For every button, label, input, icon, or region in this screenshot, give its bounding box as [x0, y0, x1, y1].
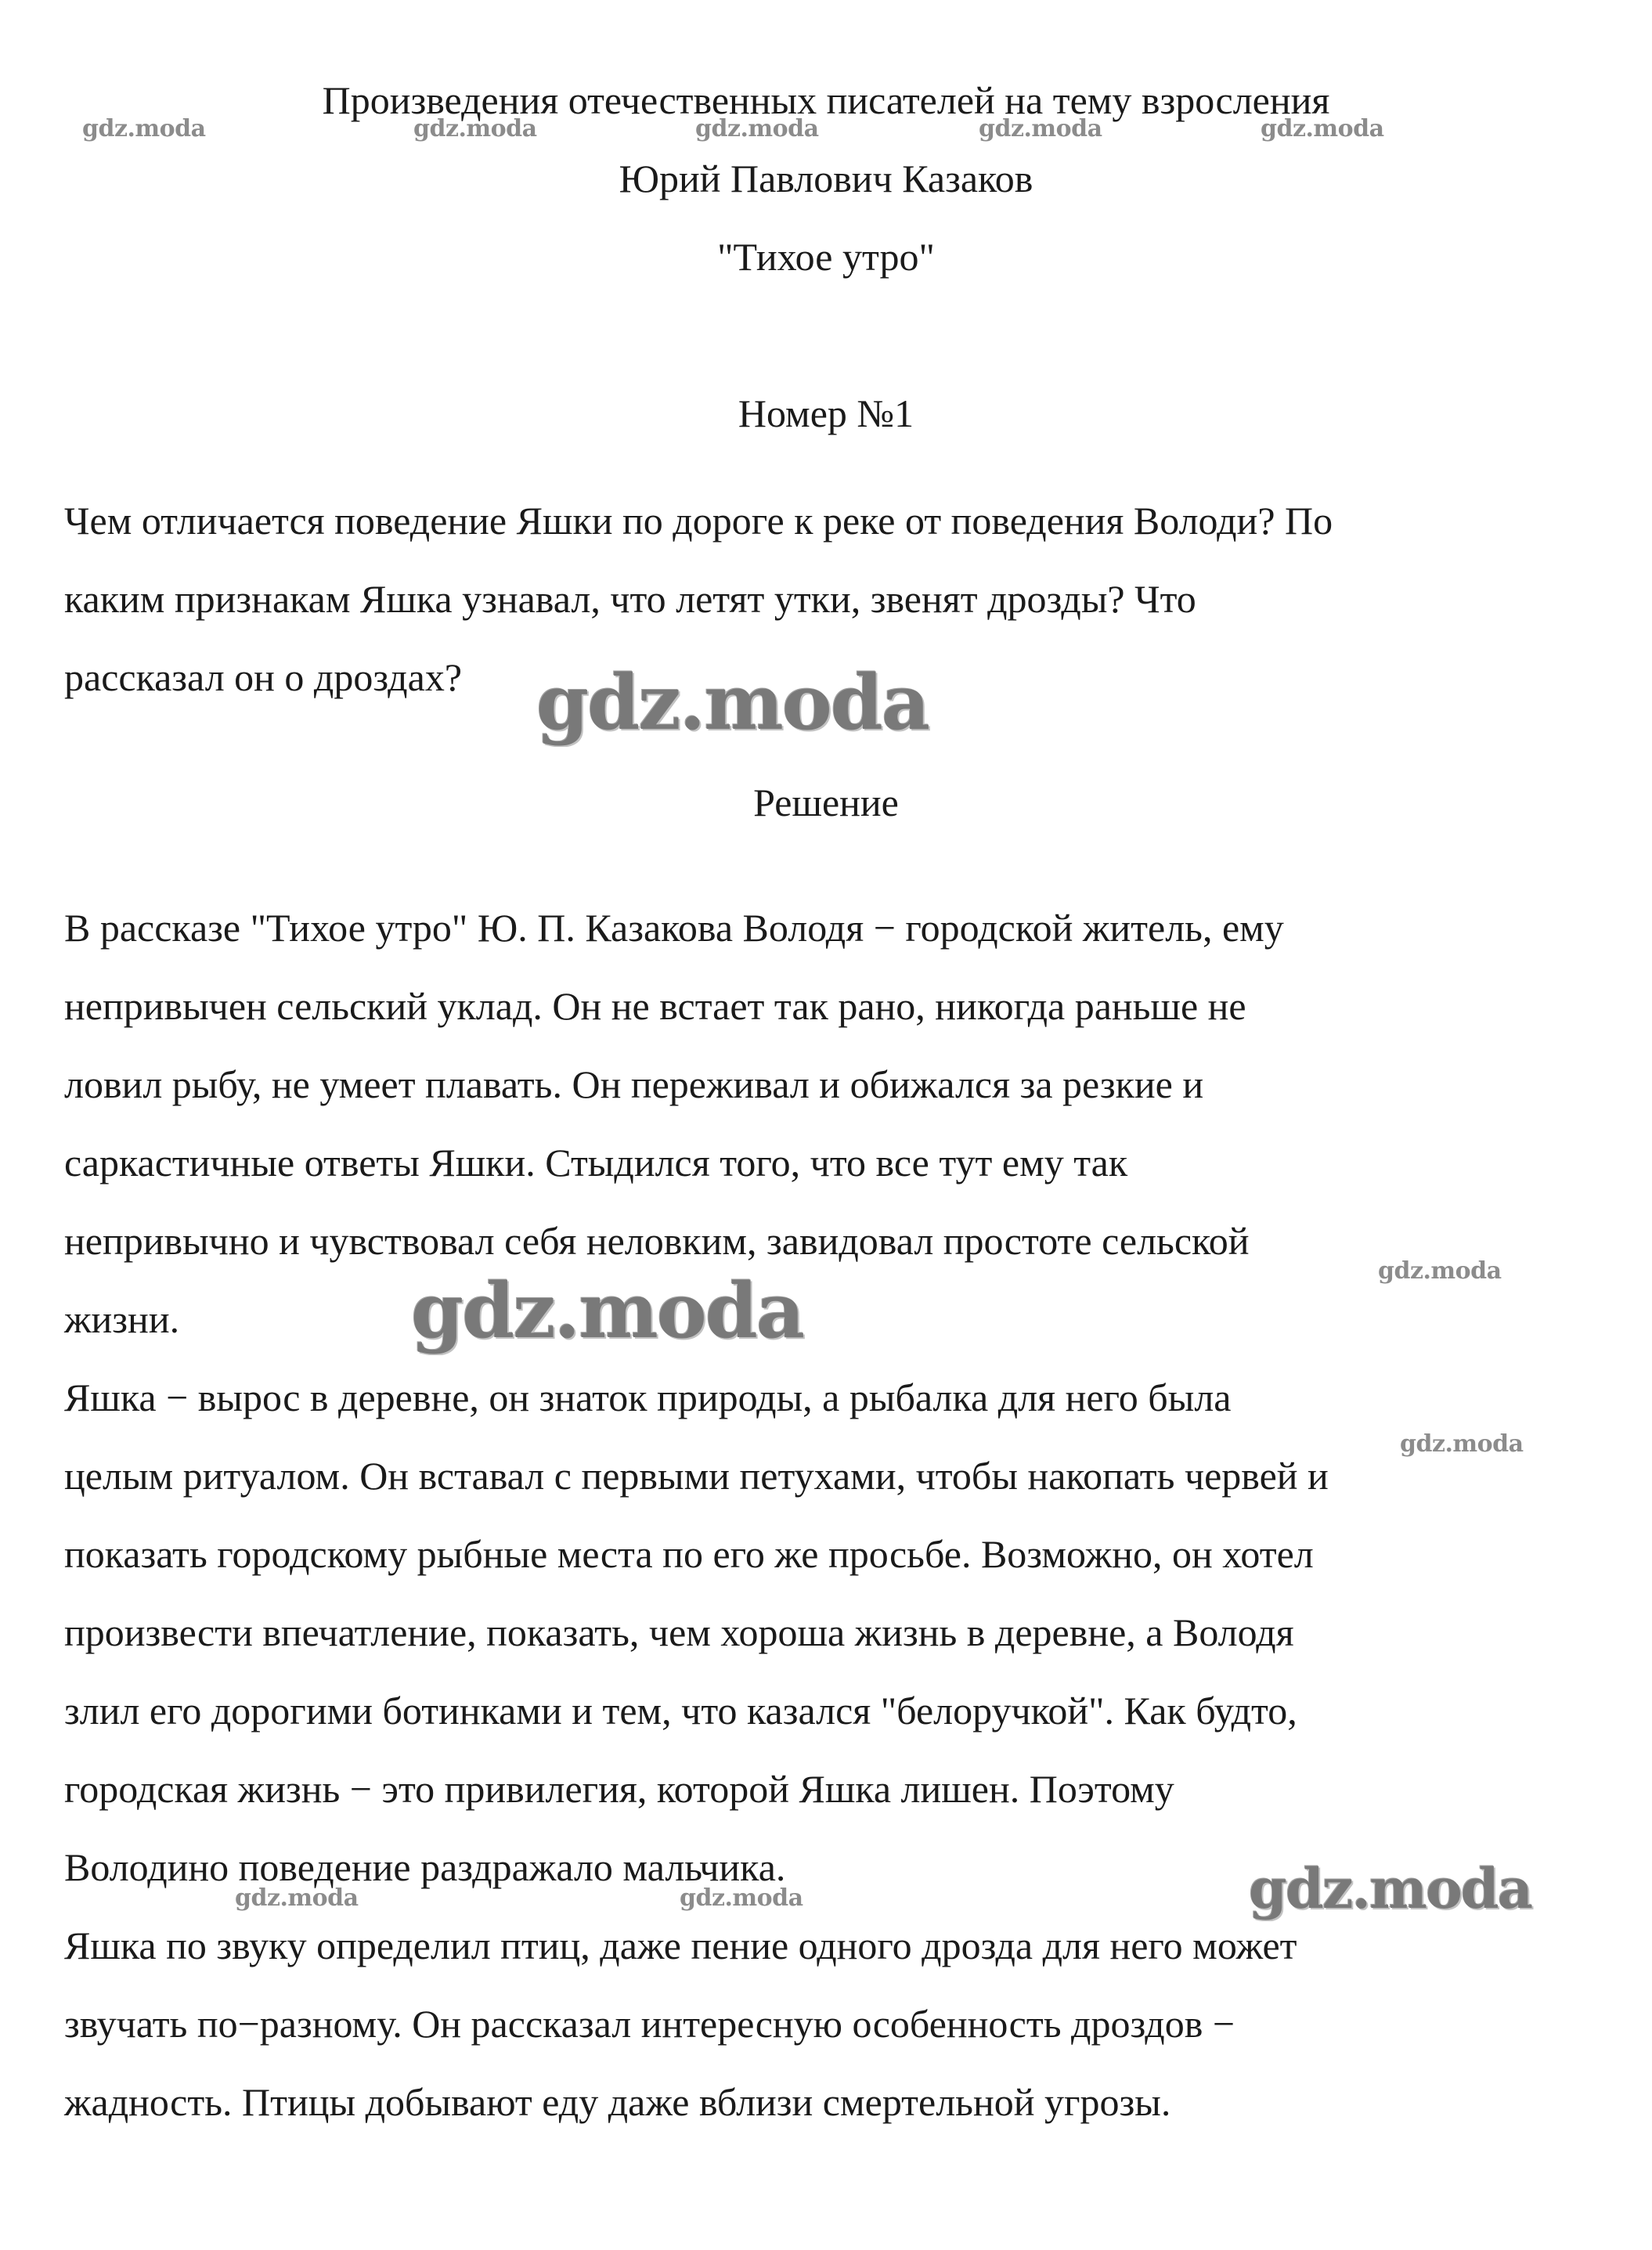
solution-line: В рассказе "Тихое утро" Ю. П. Казакова Володя − городской житель, ему: [64, 906, 1284, 950]
question-line: Чем отличается поведение Яшки по дороге к реке от поведения Володи? По: [64, 499, 1333, 543]
solution-line: злил его дорогими ботинками и тем, что казался "белоручкой". Как будто,: [64, 1689, 1297, 1733]
solution-line: звучать по−разному. Он рассказал интересную особенность дроздов −: [64, 2002, 1235, 2046]
watermark: gdz.moda: [680, 1884, 803, 1912]
watermark-large: gdz.moda: [536, 658, 929, 747]
watermark: gdz.moda: [1261, 115, 1384, 142]
solution-heading: Решение: [753, 781, 899, 824]
solution-line: показать городскому рыбные места по его же просьбе. Возможно, он хотел: [64, 1532, 1314, 1576]
solution-line: Володино поведение раздражало мальчика.: [64, 1845, 786, 1889]
solution-line: жизни.: [64, 1297, 180, 1341]
work-title: "Тихое утро": [717, 235, 935, 279]
solution-line: Яшка − вырос в деревне, он знаток природы, а рыбалка для него была: [64, 1376, 1232, 1419]
question-line: каким признакам Яшка узнавал, что летят утки, звенят дрозды? Что: [64, 577, 1196, 621]
watermark: gdz.moda: [1378, 1257, 1502, 1285]
solution-line: жадность. Птицы добывают еду даже вблизи смертельной угрозы.: [64, 2080, 1171, 2124]
solution-line: целым ритуалом. Он вставал с первыми петухами, чтобы накопать червей и: [64, 1454, 1329, 1498]
watermark-large: gdz.moda: [411, 1267, 804, 1355]
solution-line: ловил рыбу, не умеет плавать. Он переживал и обижался за резкие и: [64, 1062, 1204, 1106]
author-name: Юрий Павлович Казаков: [619, 157, 1033, 200]
watermark: gdz.moda: [695, 115, 819, 142]
solution-line: городская жизнь − это привилегия, которой Яшка лишен. Поэтому: [64, 1767, 1174, 1811]
solution-line: саркастичные ответы Яшки. Стыдился того, что все тут ему так: [64, 1141, 1128, 1184]
section-title: Произведения отечественных писателей на тему взросления: [322, 78, 1330, 122]
watermark: gdz.moda: [979, 115, 1102, 142]
solution-line: Яшка по звуку определил птиц, даже пение одного дрозда для него может: [64, 1924, 1297, 1967]
question-line: рассказал он о дроздах?: [64, 655, 463, 699]
watermark: gdz.moda: [82, 115, 206, 142]
solution-line: непривычно и чувствовал себя неловким, завидовал простоте сельской: [64, 1219, 1250, 1263]
watermark-large: gdz.moda: [1249, 1856, 1532, 1921]
solution-line: произвести впечатление, показать, чем хороша жизнь в деревне, а Володя: [64, 1610, 1294, 1654]
watermark: gdz.moda: [413, 115, 537, 142]
task-number: Номер №1: [738, 391, 914, 435]
watermark: gdz.moda: [1400, 1430, 1524, 1458]
watermark: gdz.moda: [235, 1884, 359, 1912]
solution-line: непривычен сельский уклад. Он не встает так рано, никогда раньше не: [64, 984, 1246, 1028]
